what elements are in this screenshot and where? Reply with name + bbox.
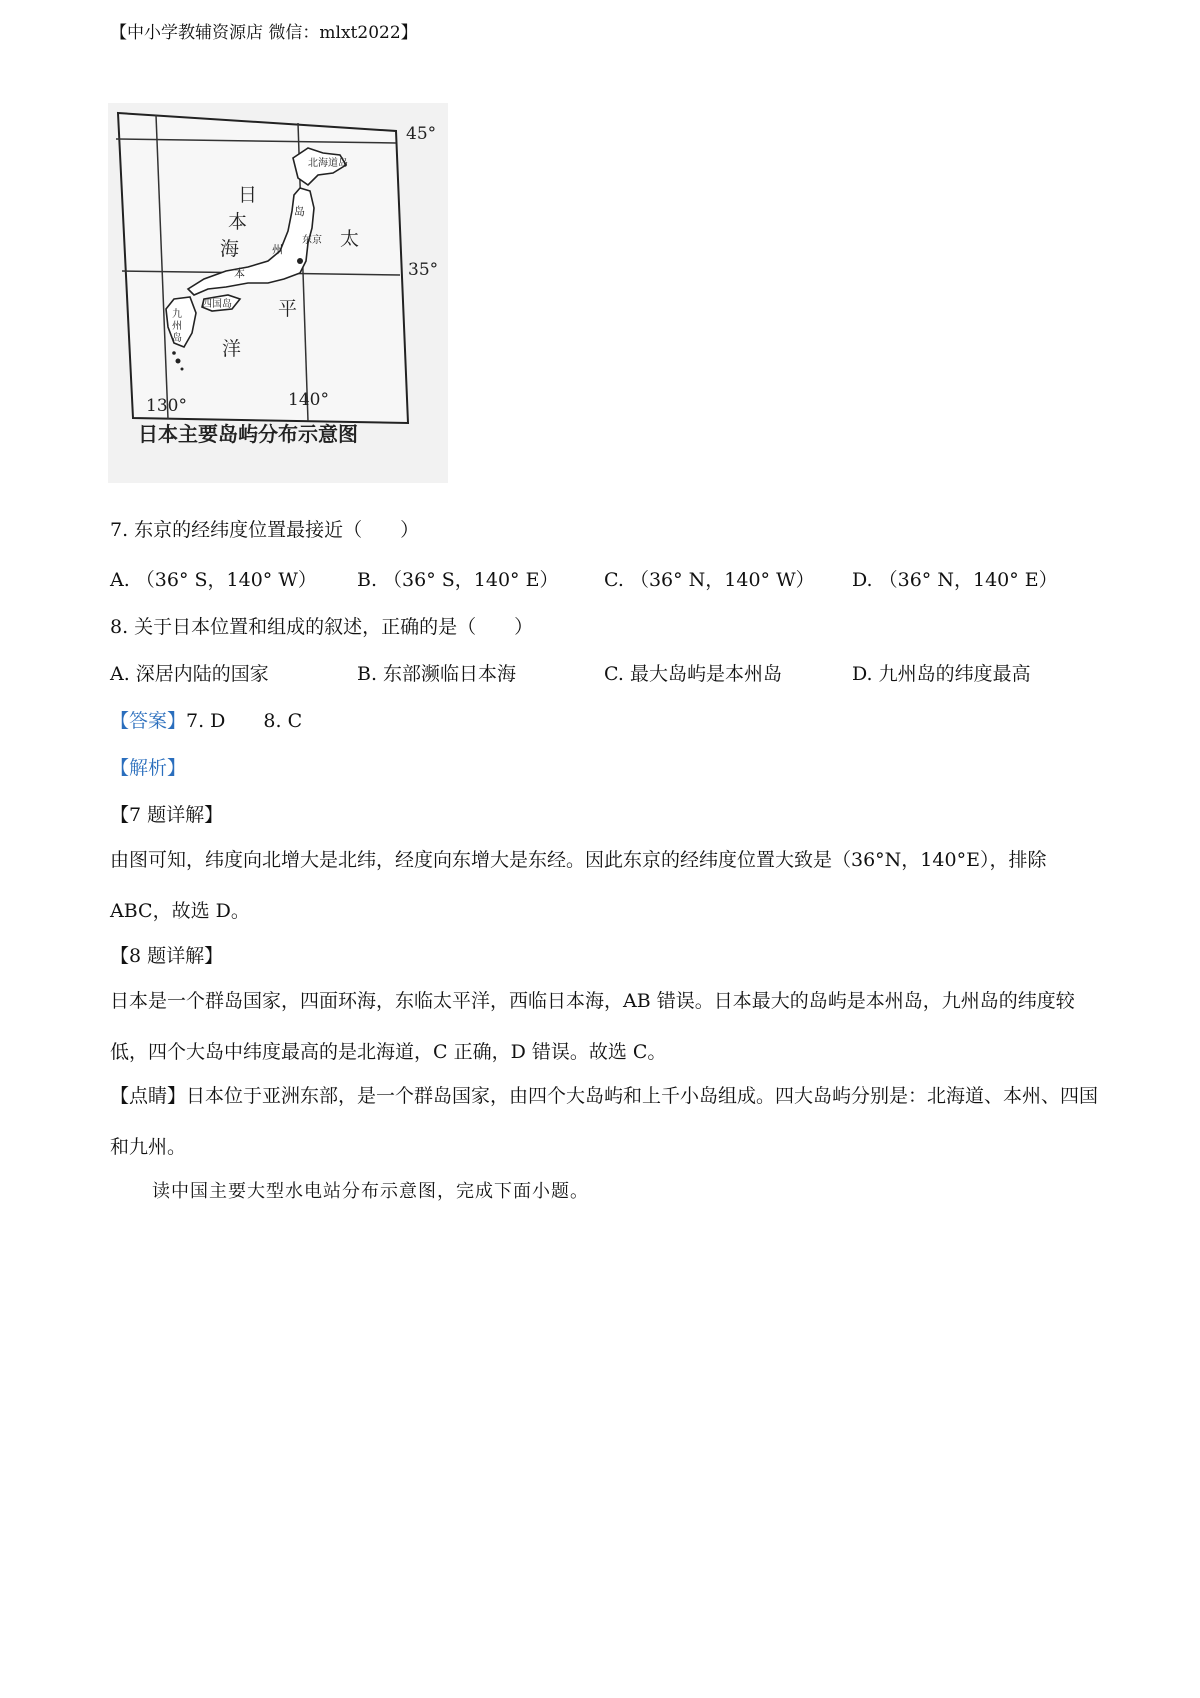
lat-label-35: 35° xyxy=(408,260,439,280)
answer-label: 【答案】 xyxy=(110,710,187,732)
analysis-label: 【解析】 xyxy=(110,757,187,779)
tip-text: 日本位于亚洲东部，是一个群岛国家，由四个大岛屿和上千小岛组成。四大岛屿分别是：北海道、本州、四国和九州。 xyxy=(110,1085,1099,1158)
ocean-label-3: 洋 xyxy=(222,338,242,360)
detail8-text: 日本是一个群岛国家，四面环海，东临太平洋，西临日本海，AB 错误。日本最大的岛屿是本州岛，九州岛的纬度较低，四个大岛中纬度最高的是北海道，C 正确，D 错误。故选 C。 xyxy=(110,990,1075,1063)
svg-text:州: 州 xyxy=(172,321,182,332)
q8-option-a: A. 深居内陆的国家 xyxy=(110,663,269,685)
svg-text:本: 本 xyxy=(234,267,245,280)
japan-map xyxy=(108,103,448,483)
answer-q8: 8. C xyxy=(263,710,303,732)
japan-map-figure xyxy=(108,103,448,483)
lon-label-130: 130° xyxy=(146,396,187,416)
next-question-intro: 读中国主要大型水电站分布示意图，完成下面小题。 xyxy=(152,1181,589,1202)
map-caption: 日本主要岛屿分布示意图 xyxy=(138,422,358,446)
svg-text:九: 九 xyxy=(172,309,182,320)
tip-label: 【点睛】 xyxy=(110,1085,187,1107)
sea-label-1: 日 xyxy=(238,184,258,206)
q7-option-a: A. （36° S，140° W） xyxy=(110,569,317,591)
q7-stem: 7. 东京的经纬度位置最接近（ ） xyxy=(110,519,420,541)
q7-option-b: B. （36° S，140° E） xyxy=(357,569,559,591)
q8-option-d: D. 九州岛的纬度最高 xyxy=(852,663,1031,685)
ocean-label-1: 太 xyxy=(340,228,360,250)
q8-option-b: B. 东部濒临日本海 xyxy=(357,663,517,685)
detail8-label: 【8 题详解】 xyxy=(110,945,224,967)
tokyo-point xyxy=(297,258,303,264)
ocean-label-2: 平 xyxy=(278,298,298,320)
lon-label-140: 140° xyxy=(288,390,329,410)
detail7-label: 【7 题详解】 xyxy=(110,804,224,826)
sea-label-2: 本 xyxy=(228,211,248,233)
svg-text:岛: 岛 xyxy=(172,333,182,344)
q8-stem: 8. 关于日本位置和组成的叙述，正确的是（ ） xyxy=(110,616,534,638)
svg-text:州: 州 xyxy=(272,243,283,256)
svg-text:岛: 岛 xyxy=(294,205,305,218)
lat-label-45: 45° xyxy=(406,124,437,144)
tokyo-label: 东京 xyxy=(302,235,322,246)
detail7-text: 由图可知，纬度向北增大是北纬，经度向东增大是东经。因此东京的经纬度位置大致是（36°N，140°E），排除 ABC，故选 D。 xyxy=(110,849,1047,922)
q7-option-c: C. （36° N，140° W） xyxy=(604,569,815,591)
answer-q7: 7. D xyxy=(186,710,226,732)
tip-paragraph xyxy=(110,1071,1110,1173)
shikoku-label: 四国岛 xyxy=(202,299,232,310)
q7-option-d: D. （36° N，140° E） xyxy=(852,569,1058,591)
header-note: 【中小学教辅资源店 微信：mlxt2022】 xyxy=(110,23,418,43)
answer-line xyxy=(110,706,302,733)
hokkaido-label: 北海道岛 xyxy=(308,158,348,169)
q8-option-c: C. 最大岛屿是本州岛 xyxy=(604,663,782,685)
sea-label-3: 海 xyxy=(220,238,240,260)
